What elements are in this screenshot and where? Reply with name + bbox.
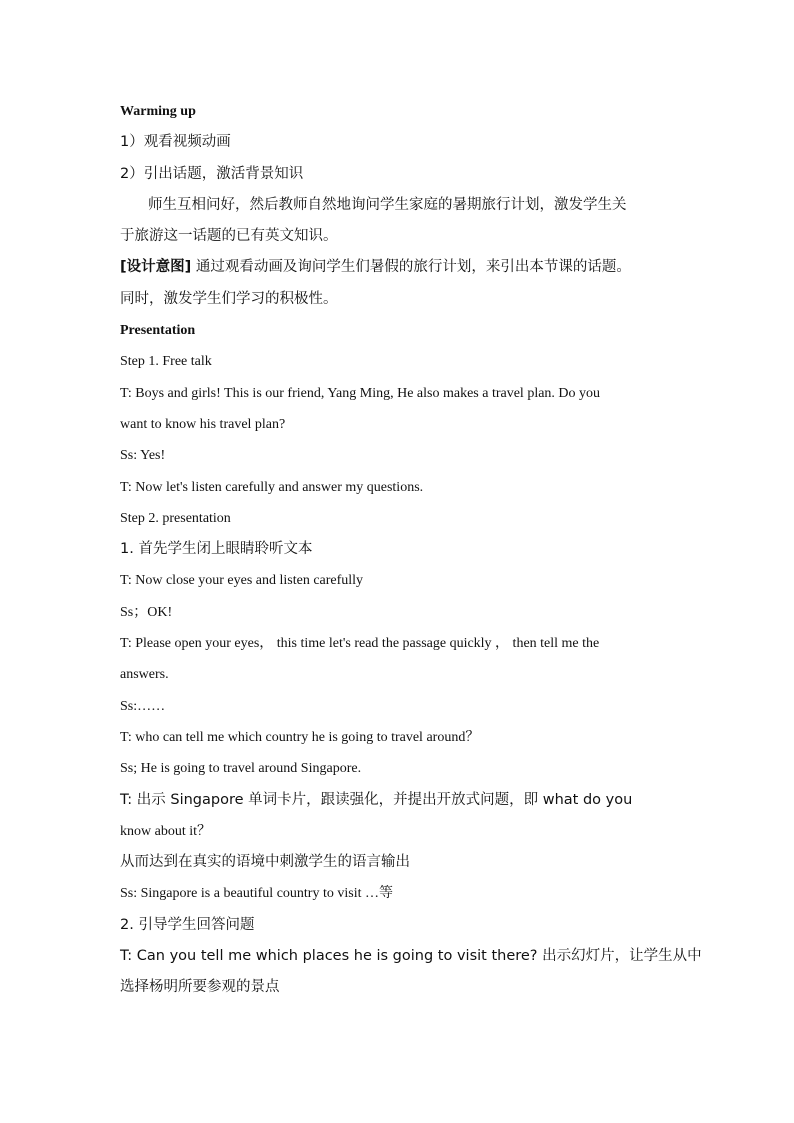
step-heading: Step 2. presentation bbox=[120, 510, 231, 526]
dialogue-line: T: Now close your eyes and listen carefully bbox=[120, 573, 364, 589]
heading-presentation: Presentation bbox=[120, 323, 196, 339]
dialogue-line: T: who can tell me which country he is going to travel around？ bbox=[120, 729, 480, 745]
paragraph-line: 同时，激发学生们学习的积极性。 bbox=[120, 290, 338, 307]
dialogue-line: T: Please open your eyes， this time let's read the passage quickly ， then tell me the bbox=[120, 636, 600, 652]
dialogue-line: answers. bbox=[120, 667, 169, 683]
dialogue-line: Ss; He is going to travel around Singapore. bbox=[120, 761, 362, 777]
paragraph-line: 选择杨明所要参观的景点 bbox=[120, 979, 280, 996]
paragraph-line: 于旅游这一话题的已有英文知识。 bbox=[120, 228, 338, 245]
design-intent-text: [设计意图] 通过观看动画及询问学生们暑假的旅行计划，来引出本节课的话题。 bbox=[120, 259, 631, 276]
dialogue-line: T: Now let's listen carefully and answer my questions. bbox=[120, 479, 424, 495]
list-item: 1. 首先学生闭上眼睛聆听文本 bbox=[120, 541, 313, 558]
document-body bbox=[120, 96, 702, 1004]
list-item-watch-video: 1）观看视频动画 bbox=[120, 134, 231, 151]
step-heading: Step 1. Free talk bbox=[120, 354, 212, 370]
heading-warming-up: Warming up bbox=[120, 104, 196, 119]
list-item: 2. 引导学生回答问题 bbox=[120, 916, 255, 933]
dialogue-line: T: Boys and girls! This is our friend, Yang Ming, He also makes a travel plan. Do you bbox=[120, 385, 601, 401]
list-item-introduce-topic: 2）引出话题，激活背景知识 bbox=[120, 165, 304, 182]
dialogue-line: T: Can you tell me which places he is going to visit there? 出示幻灯片，让学生从中 bbox=[120, 948, 702, 965]
dialogue-line: want to know his travel plan? bbox=[120, 416, 286, 432]
design-intent-label: [设计意图] bbox=[120, 259, 192, 276]
dialogue-line: Ss:…… bbox=[120, 698, 166, 714]
dialogue-line: T: 出示 Singapore 单词卡片，跟读强化，并提出开放式问题，即 what do you bbox=[120, 791, 633, 808]
dialogue-line: Ss: Yes! bbox=[120, 448, 166, 464]
dialogue-line: Ss: Singapore is a beautiful country to visit …等 bbox=[120, 886, 393, 902]
design-intent-line bbox=[120, 252, 680, 283]
paragraph-line: 师生互相问好，然后教师自然地询问学生家庭的暑期旅行计划，激发学生关 bbox=[148, 196, 627, 213]
dialogue-line: know about it？ bbox=[120, 823, 211, 839]
dialogue-line: Ss；OK! bbox=[120, 604, 173, 620]
paragraph-line: 从而达到在真实的语境中刺激学生的语言输出 bbox=[120, 854, 410, 871]
